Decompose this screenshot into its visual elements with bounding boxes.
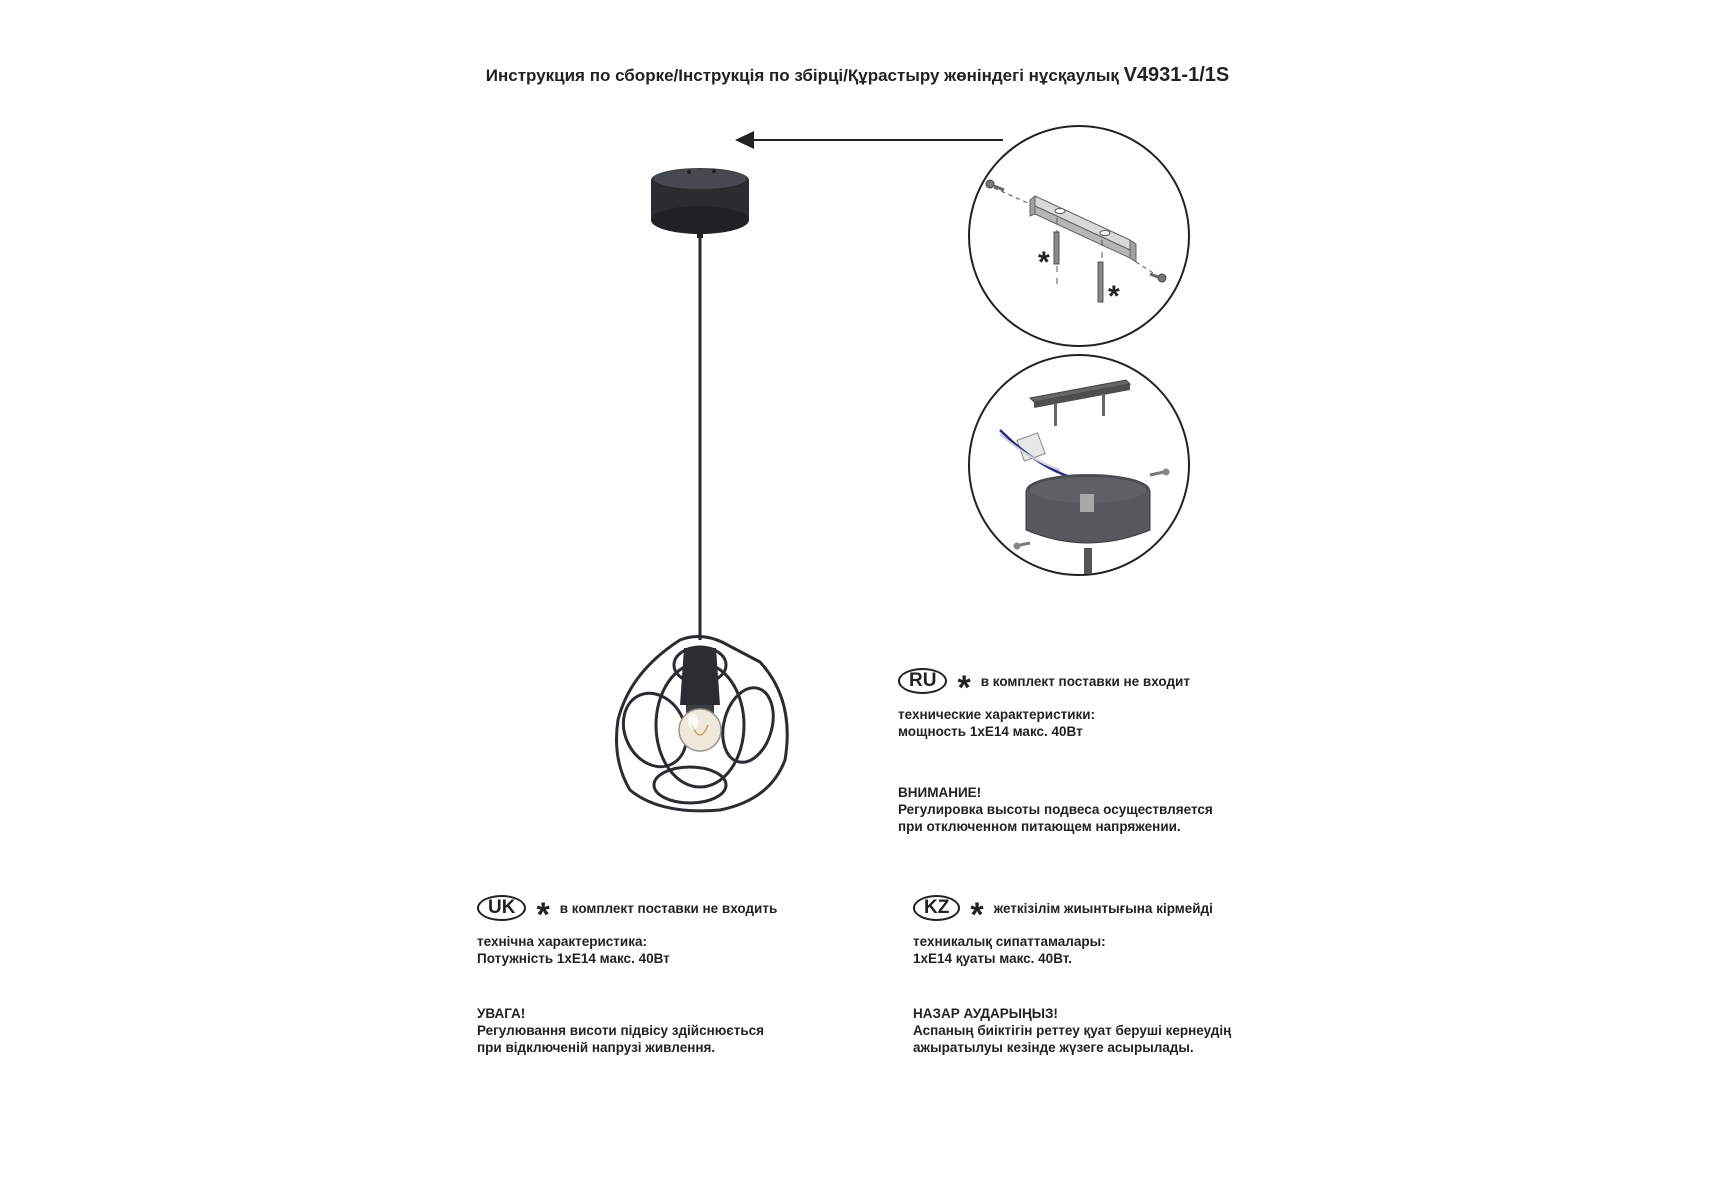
uk-language-badge: UK	[477, 895, 526, 921]
kz-language-badge: KZ	[913, 895, 960, 921]
ru-warning-line-1: Регулировка высоты подвеса осуществляется	[898, 802, 1213, 817]
asterisk-icon: *	[1108, 280, 1120, 313]
kz-not-included-note: жеткізілім жиынтығына кірмейді	[993, 900, 1213, 916]
kz-warning-title: НАЗАР АУДАРЫҢЫЗ!	[913, 1006, 1058, 1021]
uk-warning-title: УВАГА!	[477, 1006, 526, 1021]
ru-language-badge: RU	[898, 668, 947, 694]
asterisk-icon: *	[957, 669, 971, 707]
model-number: V4931-1/1S	[1123, 64, 1230, 86]
kz-section	[913, 895, 1231, 1056]
asterisk-icon: *	[536, 896, 550, 934]
ru-warning-line-2: при отключенном питающем напряжении.	[898, 819, 1181, 834]
uk-not-included-note: в комплект поставки не входить	[559, 900, 778, 916]
ru-not-included-note: в комплект поставки не входит	[980, 673, 1190, 689]
kz-warning-line-2: ажыратылуы кезінде жүзеге асырылады.	[913, 1040, 1194, 1055]
uk-section	[477, 895, 777, 1056]
arrow-left-icon	[735, 131, 1003, 149]
uk-warning-line-1: Регулювання висоти підвісу здійснюється	[477, 1023, 765, 1038]
kz-specs-label: техникалық сипаттамалары:	[913, 934, 1106, 949]
ru-specs-value: мощность 1хЕ14 макс. 40Вт	[898, 724, 1083, 739]
kz-warning-line-1: Аспаның биіктігін реттеу қуат беруші кернеудің	[913, 1023, 1232, 1038]
asterisk-icon: *	[1038, 246, 1050, 279]
uk-warning-line-2: при відключеній напрузі живлення.	[477, 1040, 716, 1055]
ru-specs-label: технические характеристики:	[898, 707, 1096, 722]
bracket-detail-image	[969, 126, 1189, 346]
ru-warning-title: ВНИМАНИЕ!	[898, 785, 982, 800]
uk-specs-value: Потужність 1хЕ14 макс. 40Вт	[477, 951, 670, 966]
asterisk-icon: *	[970, 896, 984, 934]
kz-specs-value: 1хЕ14 қуаты макс. 40Вт.	[913, 951, 1072, 966]
uk-specs-label: технічна характеристика:	[477, 934, 647, 949]
pendant-lamp-image	[612, 168, 787, 811]
canopy-wiring-detail-image	[969, 355, 1189, 575]
ru-section	[898, 668, 1213, 835]
title-text: Инструкция по сборке/Інструкція по збірці/Құрастыру жөніндегі нұсқаулық	[485, 66, 1119, 85]
